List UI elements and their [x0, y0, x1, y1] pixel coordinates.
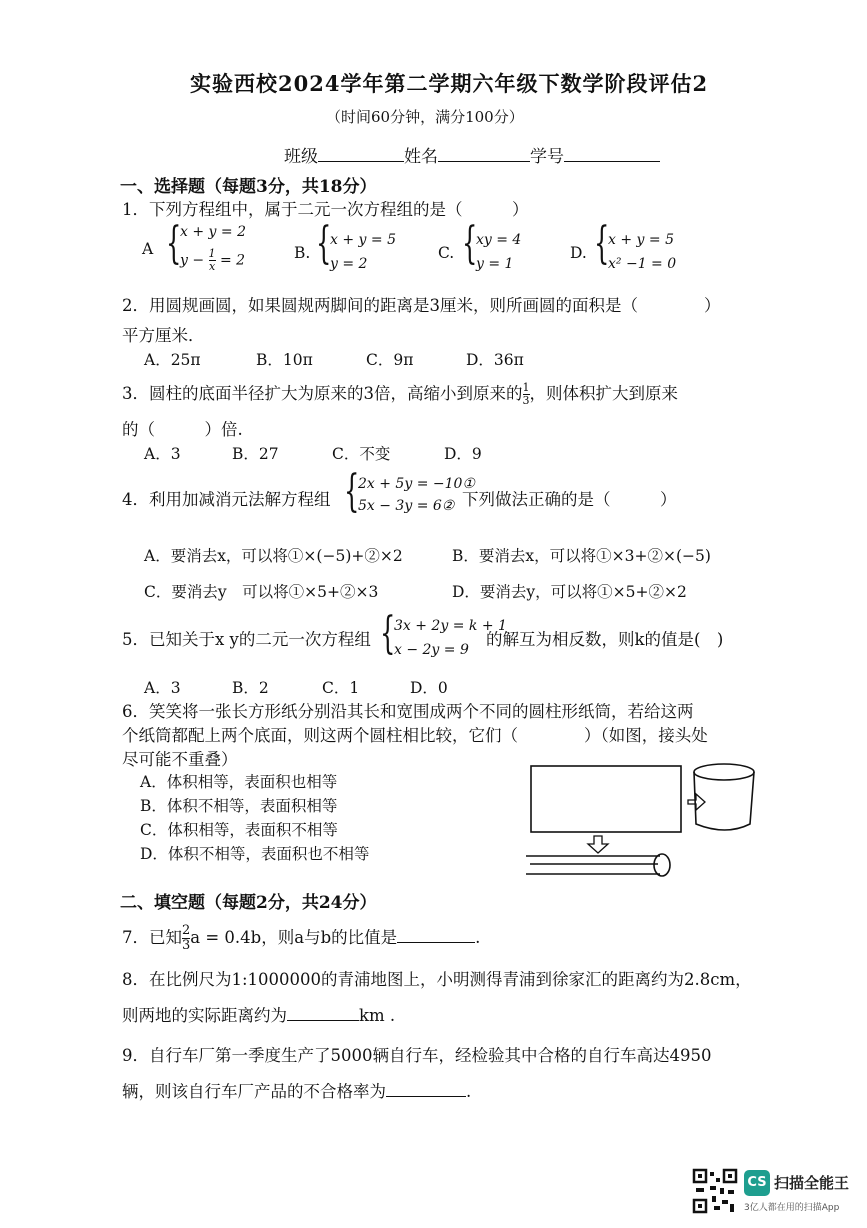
q4-stem-pre: 4．利用加减消元法解方程组	[122, 490, 331, 509]
app-tagline: 3亿人都在用的扫描App	[744, 1203, 840, 1213]
q1-b-eq2: y = 2	[330, 256, 368, 272]
q2-option-d: D．36π	[466, 351, 524, 369]
q5-brace: {	[380, 608, 396, 659]
q6-option-c: C．体积相等，表面积不相等	[140, 821, 338, 839]
q8-line1: 8．在比例尺为1:1000000的青浦地图上，小明测得青浦到徐家汇的距离约为2.8cm，	[122, 970, 752, 989]
q4-option-d: D．要消去y，可以将①×5+②×2	[452, 583, 687, 601]
q1-stem: 1．下列方程组中，属于二元一次方程组的是（ ）	[122, 200, 529, 219]
q8-line2: 则两地的实际距离约为 km .	[122, 1002, 395, 1026]
tall-cylinder	[694, 764, 754, 830]
q5-option-d: D．0	[410, 679, 448, 697]
q6-line1: 6．笑笑将一张长方形纸分别沿其长和宽围成两个不同的圆柱形纸筒，若给这两	[122, 702, 694, 721]
q1-option-d-label: D.	[570, 244, 587, 262]
q1-c-brace: {	[462, 218, 478, 269]
section1-heading: 一、选择题（每题3分，共18分）	[120, 177, 377, 197]
app-name: 扫描全能王	[774, 1174, 850, 1192]
q6-line3: 尽可能不重叠）	[122, 750, 238, 769]
q5-option-a: A．3	[144, 679, 181, 697]
q5-stem-pre: 5．已知关于x y的二元一次方程组	[122, 630, 371, 649]
q3-option-b: B．27	[232, 445, 279, 463]
q2-option-c: C．9π	[366, 351, 414, 369]
q1-b-eq1: x + y = 5	[330, 232, 396, 248]
q1-d-eq2: x² −1 = 0	[608, 256, 677, 272]
q4-eq2: 5x − 3y = 6②	[358, 498, 455, 514]
q4-stem-post: 下列做法正确的是（ ）	[462, 490, 677, 509]
q6-option-d: D．体积不相等，表面积也不相等	[140, 845, 370, 863]
q3-stem-cont: 的（ ）倍.	[122, 420, 243, 439]
q1-c-eq1: xy = 4	[476, 232, 522, 248]
q4-option-c: C．要消去y 可以将①×5+②×3	[144, 583, 379, 601]
q4-brace: {	[344, 466, 360, 517]
name-field[interactable]	[438, 143, 530, 162]
q4-option-a: A．要消去x，可以将①×(−5)+②×2	[144, 547, 403, 565]
q6-option-a: A．体积相等，表面积也相等	[140, 773, 338, 791]
q5-eq2: x − 2y = 9	[394, 642, 469, 658]
page-title: 实验西校2024学年第二学期六年级下数学阶段评估2	[190, 71, 709, 96]
q1-option-a-label: A	[142, 240, 154, 258]
qr-code-icon	[692, 1168, 738, 1214]
q1-d-brace: {	[594, 218, 610, 269]
id-label: 学号	[530, 147, 564, 167]
paper-rectangle	[531, 766, 681, 832]
name-label: 姓名	[404, 147, 438, 167]
q8-answer-blank[interactable]	[287, 1002, 359, 1021]
q5-option-b: B．2	[232, 679, 269, 697]
q6-cylinder-figure	[520, 756, 760, 882]
q4-option-b: B．要消去x，可以将①×3+②×(−5)	[452, 547, 711, 565]
q1-option-c-label: C.	[438, 244, 455, 262]
q3-option-d: D．9	[444, 445, 482, 463]
q1-d-eq1: x + y = 5	[608, 232, 674, 248]
q9-answer-blank[interactable]	[386, 1078, 466, 1097]
q1-a-eq1: x + y = 2	[180, 224, 246, 240]
q2-stem: 2．用圆规画圆，如果圆规两脚间的距离是3厘米，则所画圆的面积是（ ）	[122, 296, 721, 315]
arrow-down-icon	[588, 836, 608, 853]
q3-stem: 3．圆柱的底面半径扩大为原来的3倍，高缩小到原来的 $\frac{1}{3}$ ，则体积扩大到原来	[122, 381, 678, 407]
q7-stem: 7．已知 $\frac{2}{3}$ a = 0.4b，则a与b的比值是 .	[122, 923, 481, 953]
exam-subtitle: （时间60分钟，满分100分）	[326, 108, 524, 126]
q6-line2: 个纸筒都配上两个底面，则这两个圆柱相比较，它们（ ）（如图，接头处	[122, 726, 708, 745]
student-info-row	[284, 142, 660, 167]
q3-option-a: A．3	[144, 445, 181, 463]
q1-b-brace: {	[316, 218, 332, 269]
section2-heading: 二、填空题（每题2分，共24分）	[120, 893, 377, 913]
arrow-right-icon	[688, 794, 705, 810]
q1-a-eq2: y − $\frac{1}{x}$ = 2	[180, 247, 246, 273]
q9-line2: 辆，则该自行车厂产品的不合格率为 .	[122, 1078, 471, 1102]
q1-c-eq2: y = 1	[476, 256, 514, 272]
q5-stem-post: 的解互为相反数，则k的值是( )	[486, 630, 724, 649]
class-field[interactable]	[318, 143, 404, 162]
q5-eq1: 3x + 2y = k + 1	[394, 618, 507, 634]
q2-option-a: A．25π	[144, 351, 201, 369]
q7-answer-blank[interactable]	[397, 924, 475, 943]
q2-stem-cont: 平方厘米．	[122, 326, 205, 345]
q9-line1: 9．自行车厂第一季度生产了5000辆自行车，经检验其中合格的自行车高达4950	[122, 1046, 712, 1065]
camscanner-logo: CS	[744, 1170, 770, 1196]
q2-option-b: B．10π	[256, 351, 313, 369]
q4-eq1: 2x + 5y = −10①	[358, 476, 475, 492]
q1-a-brace: {	[166, 218, 182, 269]
q3-option-c: C．不变	[332, 445, 391, 463]
id-field[interactable]	[564, 143, 660, 162]
long-cylinder	[526, 854, 670, 876]
q1-option-b-label: B.	[294, 244, 311, 262]
class-label: 班级	[284, 147, 318, 167]
q5-option-c: C．1	[322, 679, 360, 697]
q6-option-b: B．体积不相等，表面积相等	[140, 797, 338, 815]
